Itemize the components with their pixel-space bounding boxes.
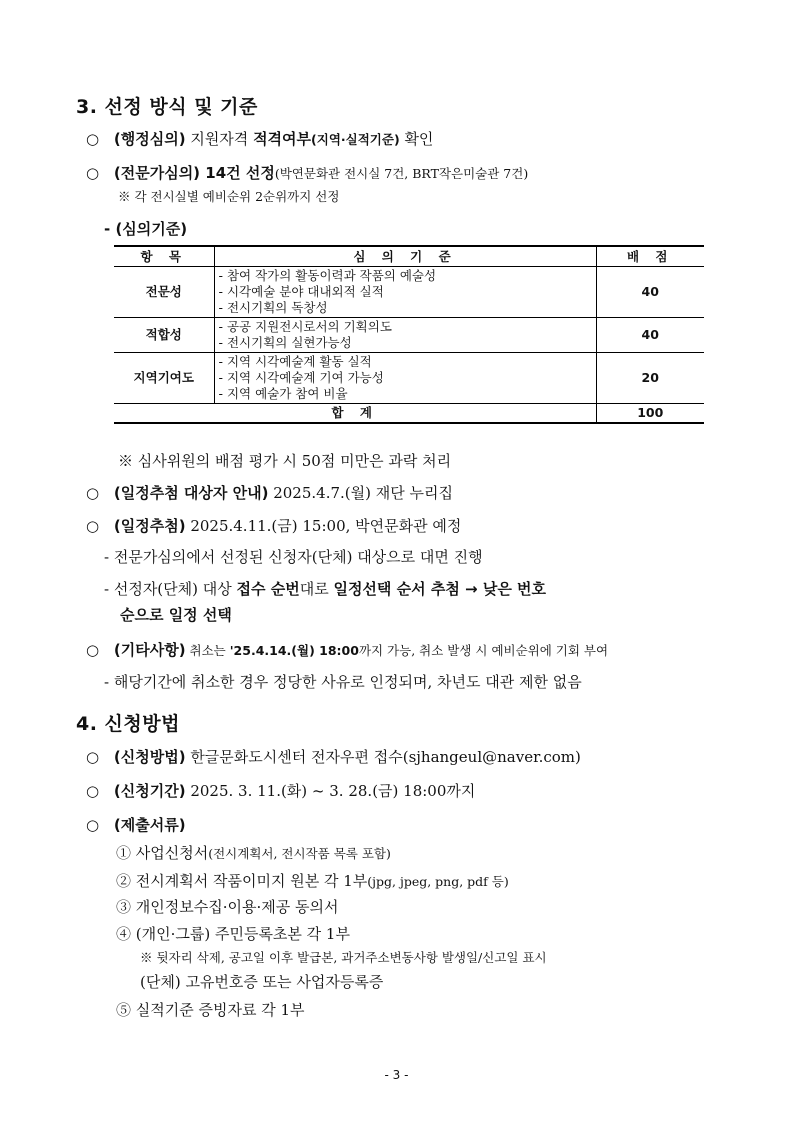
row-criteria [214,352,596,403]
circle-bullet-icon: ○ [86,816,100,834]
table-row [114,352,704,403]
circle-bullet-icon: ○ [86,641,100,659]
draw-sub-2-c: 대로 [299,580,334,598]
circle-bullet-icon: ○ [86,130,100,148]
total-row [114,403,704,423]
draw-sub-2-b: 접수 순번 [236,580,300,598]
schedule-draw-text: 2025.4.11.(금) 15:00, 박연문화관 예정 [185,517,462,535]
circle-bullet-icon: ○ [86,748,100,766]
circle-bullet-icon: ○ [86,782,100,800]
draw-notice-label: (일정추첨 대상자 안내) [113,484,269,502]
etc-b: 까지 가능, 취소 발생 시 예비순위에 기회 부여 [358,643,609,658]
doc-item-2 [116,871,509,892]
draw-notice-line [86,483,453,503]
doc-item-3: ③ 개인정보수집·이용·제공 동의서 [116,898,339,916]
draw-sub-2-d: 일정선택 순서 추첨 → 낮은 번호 [333,580,547,598]
header-score: 배 점 [596,246,704,266]
doc-item-1 [116,843,391,864]
draw-notice-text: 2025.4.7.(월) 재단 누리집 [268,484,453,502]
doc-item-4-group: (단체) 고유번호증 또는 사업자등록증 [140,973,384,991]
schedule-draw-label: (일정추첨) [113,517,186,535]
admin-review-label: (행정심의) [113,130,186,148]
criteria-item: - 전시기획의 실현가능성 [218,334,352,350]
reserve-note: ※ 각 전시실별 예비순위 2순위까지 선정 [118,189,340,204]
header-category: 항 목 [114,246,214,266]
section-3-title: 3. 선정 방식 및 기준 [76,96,258,118]
row-score: 40 [596,317,704,352]
row-score: 20 [596,352,704,403]
row-category: 지역기여도 [114,352,214,403]
draw-sub-1: - 전문가심의에서 선정된 신청자(단체) 대상으로 대면 진행 [104,548,483,566]
docs-heading-label: (제출서류) [113,816,186,834]
criteria-item: - 지역 시각예술계 활동 실적 [218,353,372,369]
draw-sub-2 [104,579,546,599]
criteria-item: - 시각예술 분야 대내외적 실적 [218,283,384,299]
criteria-item: - 전시기획의 독창성 [218,299,328,315]
row-criteria [214,266,596,317]
expert-review-detail: (박연문화관 전시실 7건, BRT작은미술관 7건) [274,166,529,181]
circle-bullet-icon: ○ [86,517,100,535]
row-category: 적합성 [114,317,214,352]
total-label: 합 계 [114,403,596,423]
eligibility-criteria: (지역·실적기준) [311,132,400,147]
row-criteria [214,317,596,352]
doc-item-4: ④ (개인·그룹) 주민등록초본 각 1부 [116,925,350,943]
page-number: - 3 - [384,1068,409,1082]
table-row [114,317,704,352]
etc-a: 취소는 [185,643,230,658]
doc-item-text: ① 사업신청서 [116,844,209,862]
criteria-item: - 공공 지원전시로서의 기획의도 [218,318,392,334]
expert-review-line [86,163,528,184]
draw-sub-2-e: 순으로 일정 선택 [120,606,232,624]
table-header-row [114,246,704,266]
circle-bullet-icon: ○ [86,484,100,502]
eligibility-bold: 적격여부 [253,130,312,148]
apply-method-text: 한글문화도시센터 전자우편 접수(sjhangeul@naver.com) [185,748,581,766]
admin-review-text: 지원자격 [190,130,254,148]
admin-review-tail: 확인 [404,130,434,148]
expert-review-label: (전문가심의) [113,164,201,182]
apply-method-line [86,747,581,767]
apply-period-line [86,781,475,801]
circle-bullet-icon: ○ [86,164,100,182]
total-score: 100 [596,403,704,423]
docs-heading-line [86,815,186,835]
criteria-item: - 지역 예술가 참여 비율 [218,385,348,401]
doc-item-5: ⑤ 실적기준 증빙자료 각 1부 [116,1001,305,1019]
doc-item-detail: (jpg, jpeg, png, pdf 등) [367,874,509,889]
section-4-title: 4. 신청방법 [76,713,180,735]
etc-sub: - 해당기간에 취소한 경우 정당한 사유로 인정되며, 차년도 대관 제한 없음 [104,673,582,691]
doc-item-detail: (전시계획서, 전시작품 목록 포함) [208,846,391,861]
criteria-item: - 참여 작가의 활동이력과 작품의 예술성 [218,267,437,283]
criteria-item: - 지역 시각예술계 기여 가능성 [218,369,384,385]
apply-method-label: (신청방법) [113,748,186,766]
expert-review-bold: 14건 선정 [200,164,275,182]
table-row [114,266,704,317]
admin-review-line [86,129,433,150]
row-category: 전문성 [114,266,214,317]
schedule-draw-line [86,516,461,536]
failing-score-note: ※ 심사위원의 배점 평가 시 50점 미만은 과락 처리 [118,452,452,470]
apply-period-text: 2025. 3. 11.(화) ~ 3. 28.(금) 18:00까지 [185,782,476,800]
doc-item-4-note: ※ 뒷자리 삭제, 공고일 이후 발급본, 과거주소변동사항 발생일/신고일 표시 [140,950,547,965]
etc-line [86,640,608,661]
criteria-table [114,245,704,424]
draw-sub-2-a: - 선정자(단체) 대상 [104,580,237,598]
etc-date: '25.4.14.(월) 18:00 [229,643,359,658]
row-score: 40 [596,266,704,317]
header-criteria: 심 의 기 준 [214,246,596,266]
etc-label: (기타사항) [113,641,186,659]
doc-item-text: ② 전시계획서 작품이미지 원본 각 1부 [116,872,368,890]
apply-period-label: (신청기간) [113,782,186,800]
criteria-heading: - (심의기준) [104,220,188,238]
